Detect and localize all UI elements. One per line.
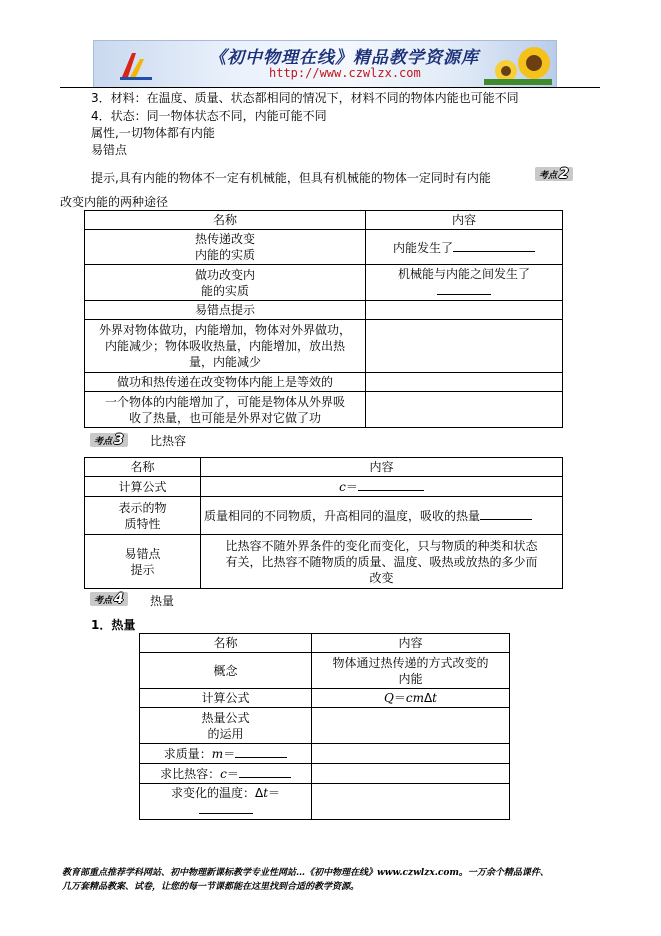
cell-text: 机械能与内能之间发生了: [397, 267, 530, 281]
table-cell: [201, 535, 563, 589]
formula-equals: ＝: [268, 786, 281, 800]
formula-equals: ＝: [393, 691, 406, 705]
formula-equals: ＝: [226, 767, 239, 781]
fill-blank[interactable]: [199, 801, 253, 814]
formula-variable: Q: [383, 691, 394, 705]
col-header-content: 内容: [312, 634, 510, 653]
table-cell: [201, 477, 563, 497]
table-cell: 易错点提示: [85, 301, 366, 320]
table-cell: 计算公式: [85, 477, 201, 497]
badge-number: 2: [559, 166, 569, 182]
text-line: 属性,一切物体都有内能: [91, 126, 215, 140]
fill-blank[interactable]: [453, 239, 535, 252]
table-cell: [85, 230, 366, 265]
fill-blank[interactable]: [239, 765, 291, 778]
cell-text: 收了热量，也可能是外界对它做了功: [128, 410, 321, 425]
cell-text: 做功改变内: [194, 267, 255, 282]
cell-text: 内能: [398, 671, 423, 686]
formula-variable: c: [220, 767, 227, 781]
section-heading: 改变内能的两种途径: [60, 195, 169, 209]
table-cell: [366, 392, 563, 428]
cell-text: 物体通过热传递的方式改变的: [332, 655, 489, 670]
table-specific-heat: [84, 457, 563, 589]
header-rule: [60, 87, 600, 88]
text-line: 4．状态：同一物体状态不同，内能可能不同: [91, 109, 327, 123]
fill-blank[interactable]: [235, 745, 287, 758]
col-header-content: 内容: [201, 458, 563, 477]
table-cell: [201, 497, 563, 535]
section-title: 比热容: [150, 434, 187, 448]
fill-blank[interactable]: [358, 478, 424, 491]
cell-text: 易错点: [124, 546, 161, 561]
badge-label: 考点: [539, 171, 558, 181]
cell-text: 能的实质: [200, 283, 249, 298]
cell-text: 改变: [369, 570, 394, 585]
cell-text: 内能的实质: [194, 248, 255, 262]
formula-variable: cm: [405, 691, 424, 705]
formula-equals: ＝: [345, 480, 358, 494]
cell-text: 热量公式: [201, 710, 250, 725]
formula-equals: ＝: [223, 747, 236, 761]
table-cell: [140, 744, 312, 764]
table-cell: [312, 764, 510, 784]
table-cell: [312, 653, 510, 689]
table-cell: [140, 784, 312, 820]
formula-variable: c: [339, 480, 346, 494]
table-cell: [85, 497, 201, 535]
cell-text: 内能发生了: [392, 240, 453, 255]
formula-delta: Δ: [423, 691, 433, 705]
fill-blank[interactable]: [437, 282, 491, 295]
badge-number: 3: [114, 432, 124, 448]
col-header-name: 名称: [85, 211, 366, 230]
table-heat: [139, 633, 510, 820]
table-cell: [85, 535, 201, 589]
text-line: 易错点: [91, 143, 128, 157]
cell-text: 内能减少；物体吸收热量，内能增加，放出热: [104, 339, 345, 353]
table-cell: 计算公式: [140, 689, 312, 708]
table-cell: [312, 784, 510, 820]
table-cell: [312, 744, 510, 764]
cell-text: 比热容不随外界条件的变化而变化，只与物质的种类和状态: [225, 538, 538, 553]
kaodian-2-badge: [535, 167, 573, 181]
cell-text: 提示: [130, 562, 155, 577]
table-cell: [312, 708, 510, 744]
kaodian-3-badge: [90, 433, 128, 447]
cell-text: 表示的物: [118, 500, 167, 515]
col-header-name: 名称: [140, 634, 312, 653]
fill-blank[interactable]: [480, 507, 532, 520]
col-header-name: 名称: [85, 458, 201, 477]
table-cell: 做功和热传递在改变物体内能上是等效的: [85, 373, 366, 392]
header-banner: [93, 40, 557, 88]
cell-text: 的运用: [207, 726, 244, 741]
table-cell: [312, 689, 510, 708]
cell-text: 有关，比热容不随物质的质量、温度、吸热或放热的多少而: [225, 554, 538, 569]
sunflower-icon: [484, 45, 552, 85]
cell-text: 热传递改变: [194, 232, 255, 246]
cell-text: 质特性: [124, 516, 161, 531]
footer-line: 几万套精品教案、试卷，让您的每一节课都能在这里找到合适的教学资源。: [62, 882, 360, 892]
text-line: 提示,具有内能的物体不一定有机械能，但具有机械能的物体一定同时有内能: [91, 171, 491, 185]
table-cell: [366, 320, 563, 373]
cell-text: 求比热容：: [160, 767, 221, 781]
table-change-internal-energy: [84, 210, 563, 428]
site-logo-icon: [118, 47, 154, 83]
col-header-content: 内容: [366, 211, 563, 230]
table-cell: [366, 230, 563, 265]
formula-variable: m: [211, 747, 224, 761]
banner-url[interactable]: http://www.czwlzx.com: [269, 66, 421, 80]
section-title: 热量: [150, 594, 175, 608]
formula-variable: t: [432, 691, 437, 705]
badge-number: 4: [114, 591, 124, 607]
cell-text: 量，内能减少: [188, 355, 261, 369]
table-cell: [140, 708, 312, 744]
table-cell: [366, 373, 563, 392]
badge-label: 考点: [94, 437, 113, 447]
table-cell: 概念: [140, 653, 312, 689]
cell-text: 外界对物体做功，内能增加，物体对外界做功，: [98, 323, 351, 337]
cell-text: 一个物体的内能增加了，可能是物体从外界吸: [104, 394, 345, 409]
footer-line: 教育部重点推荐学科网站、初中物理新课标教学专业性网站…《初中物理在线》www.czwlzx.com。一万余个精品课件、: [62, 868, 549, 878]
table-cell: [85, 320, 366, 373]
banner-title: 《初中物理在线》精品教学资源库: [209, 48, 479, 68]
badge-label: 考点: [94, 596, 113, 606]
table-cell: [140, 764, 312, 784]
text-line: 3．材料：在温度、质量、状态都相同的情况下，材料不同的物体内能也可能不同: [91, 91, 519, 105]
page-footer: [62, 866, 622, 894]
cell-text: 质量相同的不同物质，升高相同的温度，吸收的热量: [204, 509, 481, 523]
kaodian-4-badge: [90, 592, 128, 606]
table-cell: [85, 265, 366, 301]
table-cell: [85, 392, 366, 428]
table-cell: [366, 301, 563, 320]
sub-heading: 1．热量: [91, 618, 136, 632]
cell-text: 求质量：: [163, 747, 212, 761]
table-cell: [366, 265, 563, 301]
formula-variable: t: [263, 786, 269, 800]
cell-text: 求变化的温度：Δ: [170, 786, 264, 800]
